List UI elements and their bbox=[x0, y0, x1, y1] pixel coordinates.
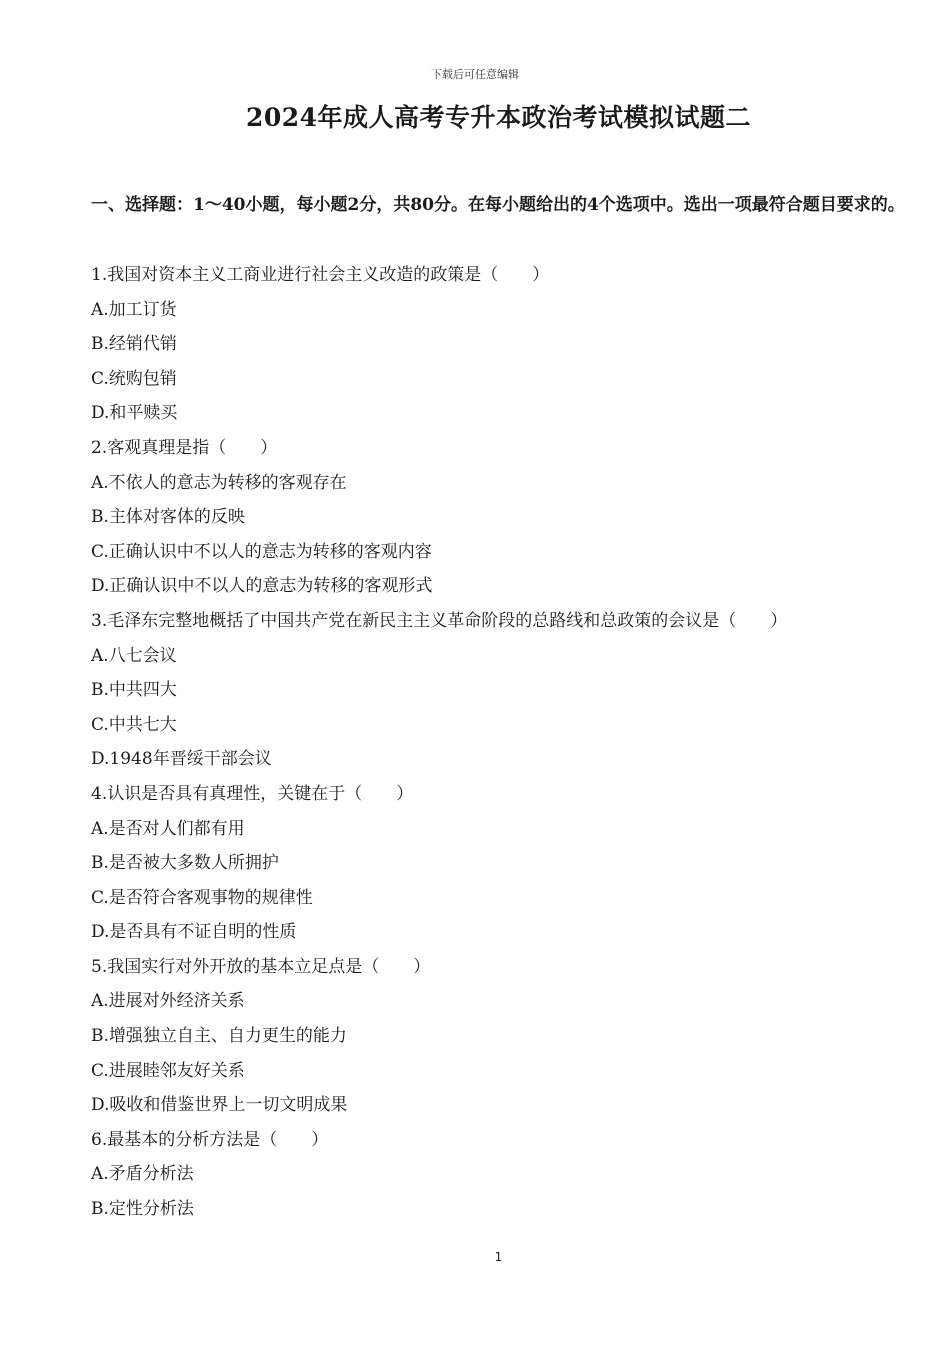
question-1-stem: 1.我国对资本主义工商业进行社会主义改造的政策是（ ） bbox=[91, 265, 550, 285]
question-2-stem: 2.客观真理是指（ ） bbox=[91, 437, 278, 458]
question-3-option-a: A.八七会议 bbox=[91, 645, 177, 666]
section-heading: 一、选择题：1～40小题，每小题2分，共80分。在每小题给出的4个选项中。选出一项最符合题目要求的。 bbox=[91, 195, 905, 215]
question-3-option-c: C.中共七大 bbox=[91, 714, 177, 735]
question-1-option-d: D.和平赎买 bbox=[91, 403, 178, 424]
question-5-option-a: A.进展对外经济关系 bbox=[91, 991, 245, 1012]
question-6-option-b: B.定性分析法 bbox=[91, 1199, 194, 1220]
question-4-option-b: B.是否被大多数人所拥护 bbox=[91, 853, 279, 874]
question-5-stem: 5.我国实行对外开放的基本立足点是（ ） bbox=[91, 956, 431, 977]
question-2-option-b: B.主体对客体的反映 bbox=[91, 507, 245, 528]
page-number: 1 bbox=[494, 1250, 503, 1264]
question-4-option-c: C.是否符合客观事物的规律性 bbox=[91, 887, 313, 908]
question-5-option-b: B.增强独立自主、自力更生的能力 bbox=[91, 1026, 347, 1047]
question-1-option-c: C.统购包销 bbox=[91, 368, 177, 389]
page-header-note: 下载后可任意编辑 bbox=[431, 68, 519, 81]
question-4-option-d: D.是否具有不证自明的性质 bbox=[91, 922, 297, 943]
question-5-option-c: C.进展睦邻友好关系 bbox=[91, 1060, 245, 1081]
question-2-option-d: D.正确认识中不以人的意志为转移的客观形式 bbox=[91, 576, 433, 597]
question-3-option-b: B.中共四大 bbox=[91, 680, 177, 701]
question-1-option-a: A.加工订货 bbox=[91, 299, 177, 320]
question-3-stem: 3.毛泽东完整地概括了中国共产党在新民主主义革命阶段的总路线和总政策的会议是（ ） bbox=[91, 610, 788, 631]
question-1-option-b: B.经销代销 bbox=[91, 334, 177, 355]
question-5-option-d: D.吸收和借鉴世界上一切文明成果 bbox=[91, 1095, 348, 1116]
document-title: 2024年成人高考专升本政治考试模拟试题二 bbox=[245, 103, 752, 132]
question-2-option-a: A.不依人的意志为转移的客观存在 bbox=[91, 472, 347, 493]
question-6-option-a: A.矛盾分析法 bbox=[91, 1164, 194, 1185]
question-6-stem: 6.最基本的分析方法是（ ） bbox=[91, 1129, 329, 1150]
question-4-option-a: A.是否对人们都有用 bbox=[91, 818, 245, 839]
question-4-stem: 4.认识是否具有真理性，关键在于（ ） bbox=[91, 783, 414, 804]
question-3-option-d: D.1948年晋绥干部会议 bbox=[91, 749, 272, 770]
question-2-option-c: C.正确认识中不以人的意志为转移的客观内容 bbox=[91, 541, 432, 562]
question-list bbox=[91, 258, 911, 1227]
